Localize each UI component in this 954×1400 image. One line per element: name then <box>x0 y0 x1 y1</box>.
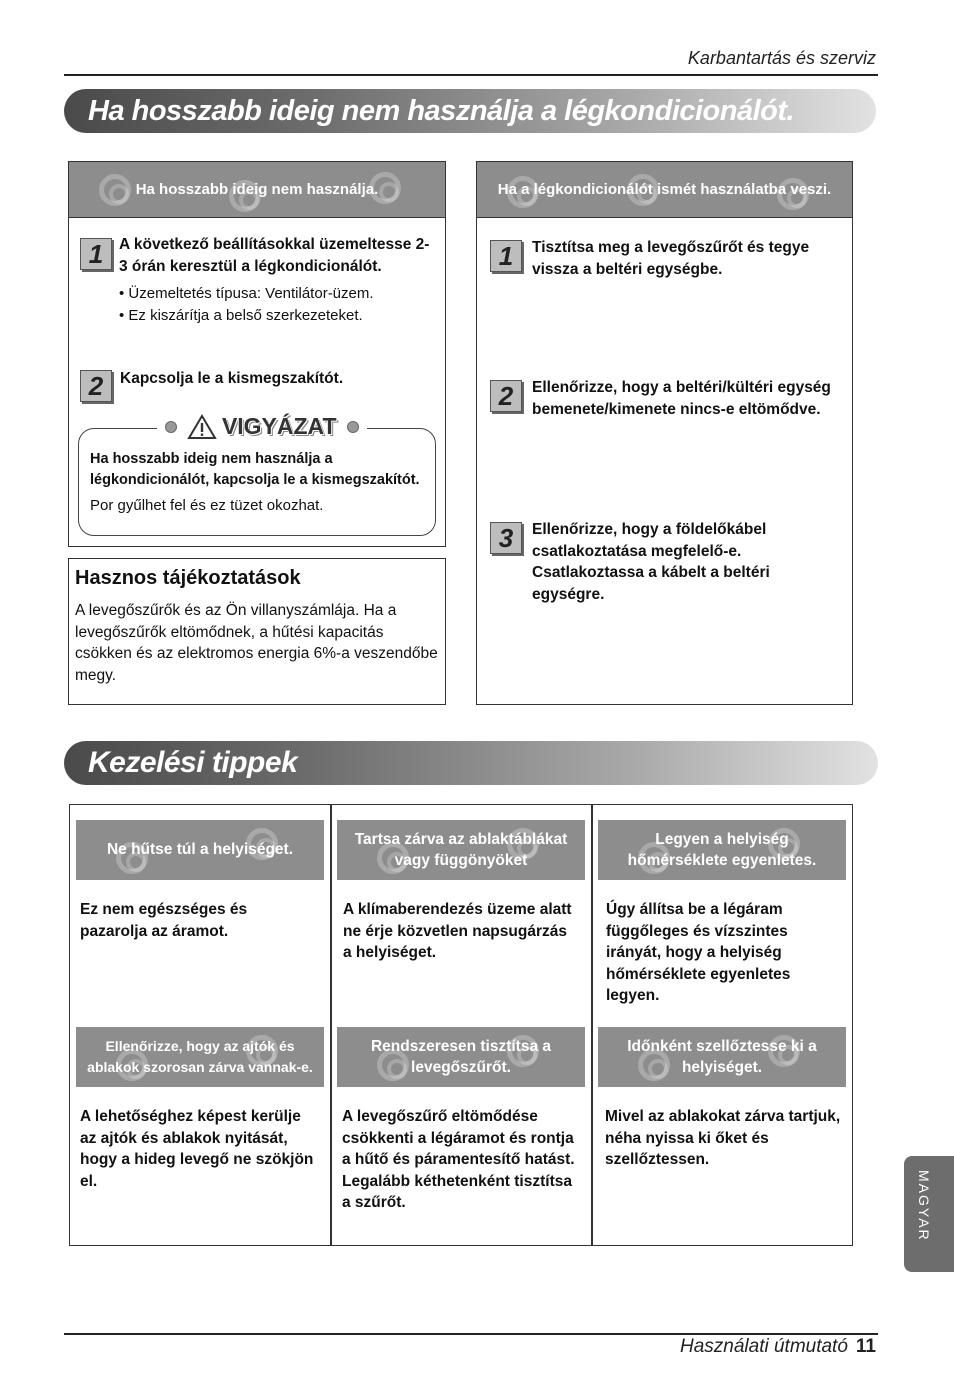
swirl-decoration-icon <box>377 1049 409 1081</box>
tip-header <box>598 820 846 880</box>
swirl-decoration-icon <box>638 842 670 874</box>
left-panel-header <box>69 162 445 218</box>
swirl-decoration-icon <box>507 1035 539 1067</box>
caution-text: Por gyűlhet fel és ez tüzet okozhat. <box>90 497 324 514</box>
info-text: A levegőszűrők és az Ön villanyszámlája. Ha a levegőszűrők eltömődnek, a hűtési kapacitás csökken és az elektromos energia 6%-a veszendőbe megy. <box>75 602 438 684</box>
bullet-item: • Üzemeltetés típusa: Ventilátor-üzem. <box>119 285 374 302</box>
section-title: Kezelési tippek <box>88 746 298 779</box>
top-rule <box>64 74 878 76</box>
tip-text: A levegőszűrő eltömődése csökkenti a légáramot és rontja a hűtő és páramentesítő hatást. Legalább kéthetenként tisztítsa a szűrőt. <box>342 1108 575 1211</box>
swirl-decoration-icon <box>246 1035 278 1067</box>
tip-header <box>337 1027 585 1087</box>
section-banner-storage <box>64 89 876 133</box>
tip-text: A klímaberendezés üzeme alatt ne érje közvetlen napsugárzás a helyiséget. <box>343 901 572 961</box>
tip-title: Ellenőrizze, hogy az ajtók és ablakok szorosan zárva vannak-e. <box>87 1037 313 1075</box>
footer <box>680 1336 876 1358</box>
right-panel-title: Ha a légkondicionálót ismét használatba veszi. <box>497 181 832 198</box>
tip-title: Tartsa zárva az ablaktáblákat vagy függönyöket <box>354 830 568 869</box>
tip-text: Ez nem egészséges és pazarolja az áramot. <box>80 901 248 940</box>
tip-header <box>337 820 585 880</box>
tips-grid <box>69 804 853 1246</box>
info-box <box>68 558 446 705</box>
language-tab <box>904 1156 954 1272</box>
swirl-decoration-icon <box>507 828 539 860</box>
warning-triangle-icon <box>187 414 217 440</box>
tip-header <box>76 1027 324 1087</box>
tip-text: Úgy állítsa be a légáram függőleges és vízszintes irányát, hogy a helyiség hőmérséklete egyenletes legyen. <box>606 901 791 1004</box>
step-number-1: 1 <box>80 238 112 270</box>
section-header: Karbantartás és szerviz <box>687 48 876 68</box>
tip-title: Időnként szellőztesse ki a helyiséget. <box>627 1037 817 1076</box>
bottom-rule <box>64 1333 878 1335</box>
column-divider <box>591 805 593 1245</box>
step-text: Ellenőrizze, hogy a földelőkábel csatlakoztatása megfelelő-e. Csatlakoztassa a kábelt a beltéri egységre. <box>532 521 770 603</box>
step-text: Kapcsolja le a kismegszakítót. <box>120 370 344 387</box>
swirl-decoration-icon <box>116 1049 148 1081</box>
bullet-item: • Ez kiszárítja a belső szerkezeteket. <box>119 307 363 324</box>
tip-text: Mivel az ablakokat zárva tartjuk, néha nyissa ki őket és szellőztessen. <box>605 1108 841 1168</box>
swirl-decoration-icon <box>116 842 148 874</box>
swirl-decoration-icon <box>768 828 800 860</box>
caution-title <box>157 413 367 443</box>
footer-label: Használati útmutató <box>679 1336 848 1357</box>
step-text: A következő beállításokkal üzemeltesse 2-3 órán keresztül a légkondicionálót. <box>119 236 430 275</box>
column-divider <box>330 805 332 1245</box>
caution-label: VIGYÁZAT <box>221 413 337 439</box>
info-title: Hasznos tájékoztatások <box>75 567 301 589</box>
tip-title: Ne hűtse túl a helyiséget. <box>106 841 294 859</box>
step-number-3: 3 <box>490 522 522 554</box>
left-panel-title: Ha hosszabb ideig nem használja. <box>135 181 379 198</box>
swirl-decoration-icon <box>99 174 131 206</box>
tip-title: Rendszeresen tisztítsa a levegőszűrőt. <box>370 1037 552 1076</box>
left-panel <box>68 161 446 547</box>
step-number-2: 2 <box>80 370 112 402</box>
swirl-decoration-icon <box>377 842 409 874</box>
section-banner-tips <box>64 741 878 785</box>
tip-header <box>76 820 324 880</box>
tip-text: A lehetőséghez képest kerülje az ajtók és ablakok nyitását, hogy a hideg levegő ne szökjön el. <box>80 1108 314 1190</box>
page-number: 11 <box>855 1336 876 1357</box>
step-text: Ellenőrizze, hogy a beltéri/kültéri egység bemenete/kimenete nincs-e eltömődve. <box>532 379 831 418</box>
bullet-dot-icon <box>165 421 177 433</box>
swirl-decoration-icon <box>768 1035 800 1067</box>
right-panel-header <box>477 162 852 218</box>
step-text: Tisztítsa meg a levegőszűrőt és tegye vissza a beltéri egységbe. <box>532 239 810 278</box>
bullet-dot-icon <box>347 421 359 433</box>
right-panel <box>476 161 853 705</box>
step-number-2: 2 <box>490 380 522 412</box>
caution-bold-text: Ha hosszabb ideig nem használja a légkondicionálót, kapcsolja le a kismegszakítót. <box>90 451 420 488</box>
section-title: Ha hosszabb ideig nem használja a légkondicionálót. <box>88 95 795 127</box>
tip-header <box>598 1027 846 1087</box>
caution-box <box>78 413 436 536</box>
tip-title: Legyen a helyiség hőmérséklete egyenletes. <box>627 830 817 869</box>
swirl-decoration-icon <box>638 1049 670 1081</box>
language-label: MAGYAR <box>916 1170 932 1242</box>
step-number-1: 1 <box>490 240 522 272</box>
swirl-decoration-icon <box>246 828 278 860</box>
